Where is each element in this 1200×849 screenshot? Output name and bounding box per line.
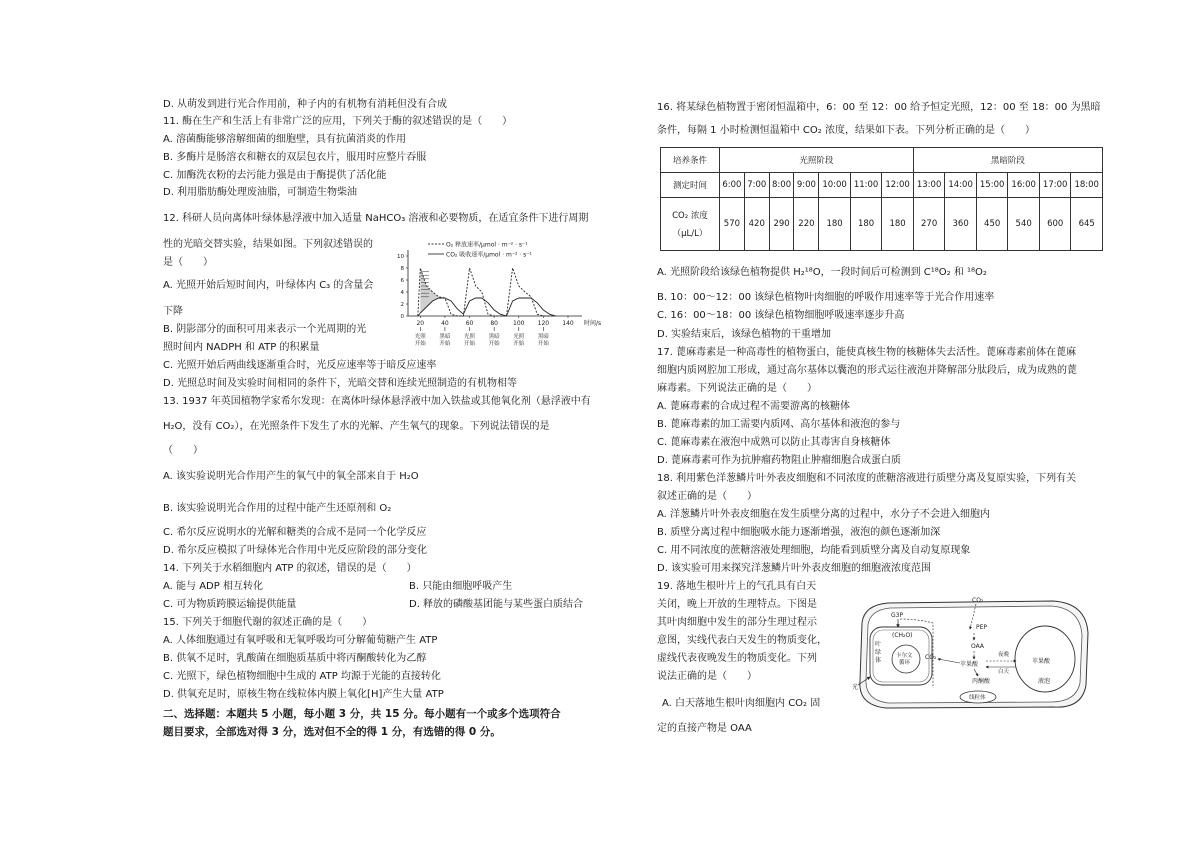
phase-label: 光照 [414, 334, 426, 340]
table-header-co2 [661, 198, 720, 251]
q15-stem: 15. 下列关于细胞代谢的叙述正确的是（ ） [163, 617, 373, 628]
q16-stem-line1: 16. 将某绿色植物置于密闭恒温箱中，6：00 至 12：00 给予恒定光照，12：00 至 18：00 为黑暗 [657, 102, 1101, 113]
q17-option-a: A. 蓖麻毒素的合成过程不需要游离的核糖体 [657, 401, 851, 412]
light-label: 光 [852, 684, 859, 691]
q13-option-b: B. 该实验说明光合作用的过程中能产生还原剂和 O₂ [163, 503, 392, 514]
x-tick-label: 40 [441, 320, 449, 327]
calvin-label-2: 循环 [899, 660, 911, 666]
q18-option-b: B. 质壁分离过程中细胞吸水能力逐渐增强，液泡的颜色逐渐加深 [657, 527, 941, 538]
phase-label: 光照 [513, 334, 525, 340]
q11-option-d: D. 利用脂肪酶处理废油脂，可制造生物柴油 [163, 187, 358, 198]
q19-cell-diagram [848, 593, 1096, 713]
q13-stem-line2: H₂O，没有 CO₂），在光照条件下发生了水的光解、产生氧气的现象。下列说法错误的是 [163, 421, 550, 432]
phase-label: 开始 [488, 341, 500, 347]
q13-stem-line3: （ ） [163, 445, 203, 456]
table-time-cell: 13:00 [913, 173, 945, 198]
q12-stem-line3: 是（ ） [163, 257, 213, 268]
table-time-cell: 18:00 [1071, 173, 1103, 198]
q13-option-d: D. 希尔反应模拟了叶绿体光合作用中光反应阶段的部分变化 [163, 545, 428, 556]
x-tick-label: 120 [537, 320, 550, 327]
q12-option-b-line1: B. 阴影部分的面积可用来表示一个光周期的光 [163, 324, 367, 335]
q16-option-a: A. 光照阶段给该绿色植物提供 H₂¹⁸O，一段时间后可检测到 C¹⁸O₂ 和 ¹⁸O₂ [657, 267, 987, 278]
q17-stem-line1: 17. 蓖麻毒素是一种高毒性的植物蛋白，能使真核生物的核糖体失去活性。蓖麻毒素前体在蓖麻 [657, 347, 1077, 358]
section-2-heading-line2: 题目要求，全部选对得 3 分，选对但不全的得 1 分，有选错的得 0 分。 [163, 726, 501, 738]
q19-stem-line5: 虚线代表夜晚发生的物质变化。下列 [657, 653, 817, 664]
q12-option-c: C. 光照开始后两曲线逐渐重合时，光反应速率等于暗反应速率 [163, 360, 437, 371]
section-2-heading-line1: 二、选择题：本题共 5 小题，每小题 3 分，共 15 分。每小题有一个或多个选项符合 [163, 708, 561, 720]
q12-option-b-line2: 照时间内 NADPH 和 ATP 的积累量 [163, 342, 320, 353]
q13-option-c: C. 希尔反应说明水的光解和糖类的合成不是同一个化学反应 [163, 527, 427, 538]
q16-co2-table [660, 147, 1103, 251]
q14-option-b: B. 只能由细胞呼吸产生 [409, 581, 513, 592]
table-time-cell: 8:00 [769, 173, 794, 198]
mito-label: 线粒体 [969, 695, 986, 701]
ch2o-label: (CH₂O) [892, 632, 913, 639]
q10-option-d: D. 从萌发到进行光合作用前，种子内的有机物有消耗但没有合成 [163, 99, 448, 110]
x-axis-unit: 时间/s [584, 320, 602, 327]
malate-label: 苹果酸 [960, 661, 979, 668]
co2-uptake-line [418, 298, 556, 316]
vacuole-label: 液泡 [1038, 678, 1051, 685]
table-co2-value-cell: 645 [1071, 198, 1103, 251]
chloroplast-label-3: 体 [875, 657, 882, 664]
q19-stem-line1: 19. 落地生根叶片上的气孔具有白天 [657, 581, 817, 592]
y-tick-label: 10 [397, 254, 404, 260]
q11-option-b: B. 多酶片是肠溶衣和糖衣的双层包衣片，服用时应整片吞服 [163, 152, 427, 163]
co2-unit: （μL/L） [672, 229, 708, 239]
table-time-cell: 6:00 [720, 173, 745, 198]
g3p-label: G3P [891, 612, 904, 619]
table-co2-value-cell: 540 [1008, 198, 1040, 251]
y-tick-label: 2 [400, 302, 404, 308]
q13-option-a: A. 该实验说明光合作用产生的氧气中的氧全部来自于 H₂O [163, 471, 419, 482]
table-co2-value-cell: 290 [769, 198, 794, 251]
table-header-light: 光照阶段 [720, 148, 914, 173]
co2-label: CO₂ 浓度 [672, 211, 708, 221]
co2-mid-label: CO₂ [925, 654, 937, 661]
table-co2-value-cell: 570 [720, 198, 745, 251]
q16-option-b: B. 10：00～12：00 该绿色植物叶肉细胞的呼吸作用速率等于光合作用速率 [657, 292, 995, 303]
pep-label: PEP [976, 624, 988, 631]
table-co2-value-cell: 360 [945, 198, 977, 251]
vacuole-malate-label: 苹果酸 [1032, 658, 1051, 665]
table-co2-value-cell: 180 [850, 198, 882, 251]
legend-o2: O₂ 释放速率/μmol · m⁻² · s⁻¹ [446, 241, 528, 249]
table-co2-value-cell: 220 [794, 198, 819, 251]
table-co2-value-cell: 600 [1039, 198, 1071, 251]
pyruvate-label: 丙酮酸 [972, 678, 991, 685]
q17-stem-line2: 细胞内质网腔加工形成，通过高尔基体以囊泡的形式运往液泡并降解部分肽段后，成为成熟的蓖 [657, 365, 1077, 376]
table-time-cell: 17:00 [1039, 173, 1071, 198]
q18-option-d: D. 该实验可用来探究洋葱鳞片叶外表皮细胞的细胞液浓度范围 [657, 563, 932, 574]
table-co2-value-cell: 270 [913, 198, 945, 251]
co2-top-label: CO₂ [972, 597, 984, 604]
chloroplast-label-1: 叶 [875, 641, 882, 648]
phase-label: 开始 [414, 341, 426, 347]
night-label: 夜晚 [998, 652, 1010, 658]
q19-stem-line6: 说法正确的是（ ） [657, 671, 757, 682]
q19-option-a-line2: 定的直接产物是 OAA [657, 723, 752, 734]
phase-label: 黑暗 [439, 334, 451, 340]
q15-option-b: B. 供氧不足时，乳酸菌在细胞质基质中将丙酮酸转化为乙醇 [163, 653, 427, 664]
q16-option-c: C. 16：00～18：00 该绿色植物细胞呼吸速率逐步升高 [657, 310, 905, 321]
phase-label: 开始 [513, 341, 525, 347]
table-time-cell: 12:00 [882, 173, 914, 198]
y-tick-label: 4 [400, 290, 404, 296]
q15-option-a: A. 人体细胞通过有氧呼吸和无氧呼吸均可分解葡萄糖产生 ATP [163, 635, 438, 646]
table-time-cell: 9:00 [794, 173, 819, 198]
table-header-dark: 黑暗阶段 [913, 148, 1102, 173]
table-co2-value-cell: 420 [744, 198, 769, 251]
y-tick-label: 0 [400, 314, 404, 320]
q18-option-a: A. 洋葱鳞片叶外表皮细胞在发生质壁分离的过程中，水分子不会进入细胞内 [657, 509, 991, 520]
table-time-cell: 14:00 [945, 173, 977, 198]
table-time-cell: 7:00 [744, 173, 769, 198]
q19-stem-line4: 意图，实线代表白天发生的物质变化， [657, 635, 827, 646]
oaa-label: OAA [971, 643, 984, 650]
calvin-label-1: 卡尔文 [896, 653, 913, 659]
table-header-condition: 培养条件 [661, 148, 720, 173]
q19-stem-line2: 关闭，晚上开放的生理特点。下图是 [657, 599, 817, 610]
chloroplast-label-2: 绿 [875, 649, 882, 656]
x-tick-label: 80 [490, 320, 498, 327]
q14-option-a: A. 能与 ADP 相互转化 [163, 581, 263, 592]
q19-stem-line3: 其叶肉细胞中发生的部分生理过程示 [657, 617, 817, 628]
q12-option-d: D. 光照总时间及实验时间相同的条件下，光暗交替和连续光照制造的有机物相等 [163, 378, 518, 389]
phase-label: 黑暗 [488, 334, 500, 340]
phase-label: 黑暗 [537, 334, 549, 340]
x-tick-label: 140 [562, 320, 574, 327]
q11-option-a: A. 溶菌酶能够溶解细菌的细胞壁，具有抗菌消炎的作用 [163, 134, 407, 145]
table-header-time: 测定时间 [661, 173, 720, 198]
q11-stem: 11. 酶在生产和生活上有非常广泛的应用，下列关于酶的叙述错误的是（ ） [163, 116, 513, 127]
y-tick-label: 6 [400, 278, 404, 284]
q16-option-d: D. 实验结束后，该绿色植物的干重增加 [657, 329, 832, 340]
table-co2-value-cell: 450 [976, 198, 1008, 251]
q17-stem-line3: 麻毒素。下列说法正确的是（ ） [657, 383, 817, 394]
table-time-cell: 16:00 [1008, 173, 1040, 198]
q17-option-c: C. 蓖麻毒素在液泡中成熟可以防止其毒害自身核糖体 [657, 437, 891, 448]
q12-option-a-line1: A. 光照开始后短时间内，叶绿体内 C₃ 的含量会 [163, 280, 374, 291]
q19-option-a-line1: A. 白天落地生根叶肉细胞内 CO₂ 固 [662, 698, 821, 709]
q15-option-d: D. 供氧充足时，原核生物在线粒体内膜上氧化[H]产生大量 ATP [163, 689, 444, 700]
q15-option-c: C. 光照下，绿色植物细胞中生成的 ATP 均源于光能的直接转化 [163, 671, 441, 682]
table-co2-value-cell: 180 [819, 198, 851, 251]
x-tick-label: 100 [513, 320, 525, 327]
table-time-cell: 10:00 [819, 173, 851, 198]
q17-option-b: B. 蓖麻毒素的加工需要内质网、高尔基体和液泡的参与 [657, 419, 901, 430]
q12-light-dark-chart [388, 236, 613, 352]
q14-stem: 14. 下列关于水稻细胞内 ATP 的叙述，错误的是（ ） [163, 563, 417, 574]
table-time-cell: 15:00 [976, 173, 1008, 198]
o2-release-line [418, 268, 556, 316]
table-co2-value-cell: 180 [882, 198, 914, 251]
q12-stem-line1: 12. 科研人员向离体叶绿体悬浮液中加入适量 NaHCO₃ 溶液和必要物质，在适宜条件下进行周期 [163, 213, 589, 224]
q18-stem-line2: 叙述正确的是（ ） [657, 491, 757, 502]
x-tick-label: 20 [416, 320, 425, 327]
phase-label: 开始 [464, 341, 476, 347]
y-tick-label: 8 [400, 266, 404, 272]
q11-option-c: C. 加酶洗衣粉的去污能力强是由于酶提供了活化能 [163, 170, 387, 181]
q18-stem-line1: 18. 利用紫色洋葱鳞片叶外表皮细胞和不同浓度的蔗糖溶液进行质壁分离及复原实验，下列有关 [657, 473, 1077, 484]
legend-co2: CO₂ 吸收速率/μmol · m⁻² · s⁻¹ [446, 251, 532, 259]
q14-option-c: C. 可为物质跨膜运输提供能量 [163, 599, 297, 610]
phase-label: 开始 [537, 341, 549, 347]
shaded-area [420, 268, 445, 313]
q16-stem-line2: 条件，每隔 1 小时检测恒温箱中 CO₂ 浓度，结果如下表。下列分析正确的是（ ） [657, 125, 1035, 136]
table-time-cell: 11:00 [850, 173, 882, 198]
q18-option-c: C. 用不同浓度的蔗糖溶液处理细胞，均能看到质壁分离及自动复原现象 [657, 545, 971, 556]
q12-stem-line2: 性的光暗交替实验，结果如图。下列叙述错误的 [163, 239, 373, 250]
q17-option-d: D. 蓖麻毒素可作为抗肿瘤药物阻止肿瘤细胞合成蛋白质 [657, 455, 902, 466]
x-tick-label: 60 [465, 320, 474, 327]
q13-stem-line1: 13. 1937 年英国植物学家希尔发现：在离体叶绿体悬浮液中加入铁盐或其他氧化剂（悬浮液中有 [163, 396, 591, 407]
day-label: 白天 [998, 669, 1010, 675]
q14-option-d: D. 释放的磷酸基团能与某些蛋白质结合 [409, 599, 584, 610]
phase-label: 开始 [439, 341, 451, 347]
q12-option-a-line2: 下降 [163, 306, 183, 317]
phase-label: 光照 [464, 334, 476, 340]
